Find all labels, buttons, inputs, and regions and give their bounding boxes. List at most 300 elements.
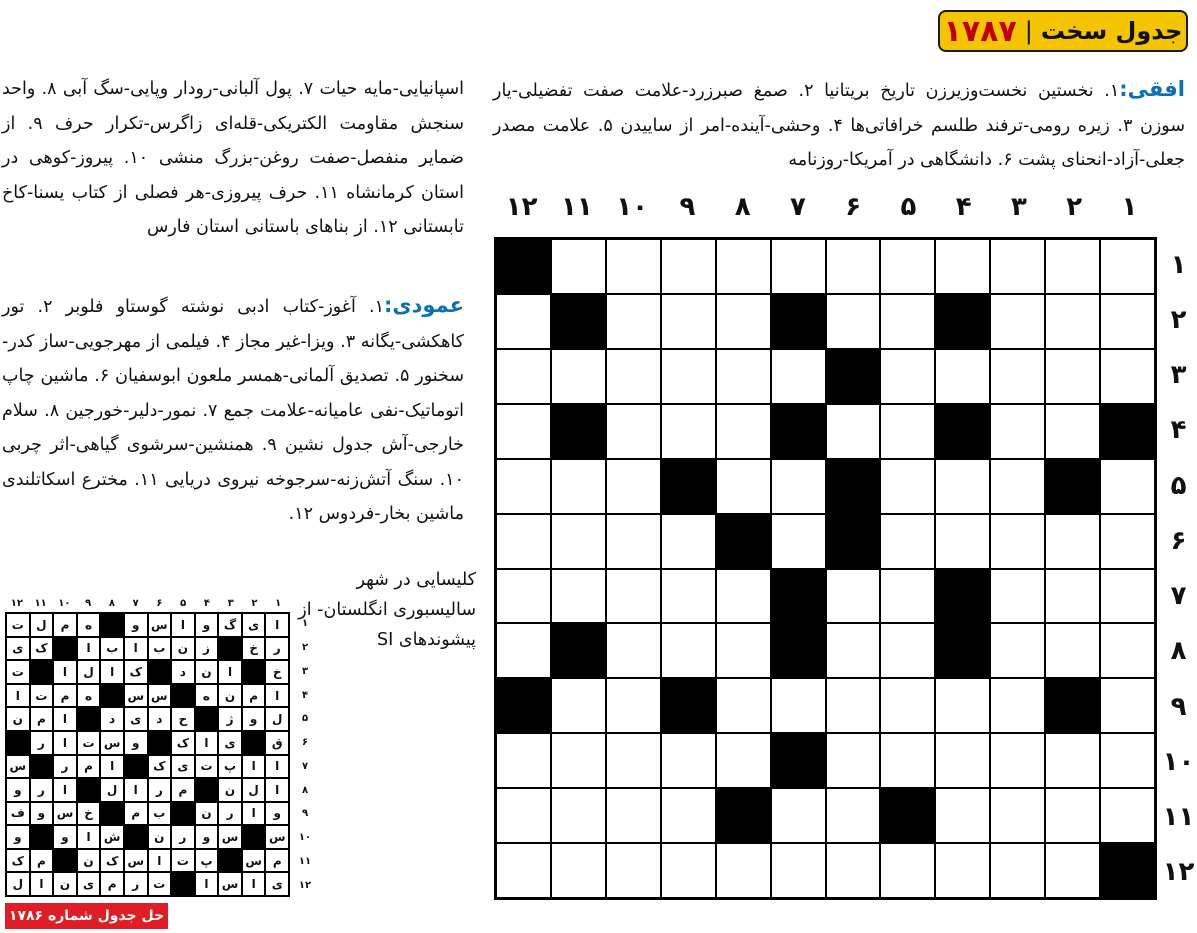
empty-cell[interactable] — [1100, 349, 1155, 404]
empty-cell[interactable] — [880, 623, 935, 678]
solution-letter: ی — [265, 872, 289, 896]
empty-cell[interactable] — [935, 788, 990, 843]
empty-cell[interactable] — [606, 623, 661, 678]
column-number: ۵ — [900, 192, 917, 222]
vertical-clues-tail — [296, 565, 476, 655]
solution-letter: س — [124, 684, 148, 708]
solution-letter: ک — [171, 731, 195, 755]
solution-letter: ت — [171, 849, 195, 873]
solution-column-number: ۱۰ — [58, 598, 71, 609]
solution-letter: ا — [77, 637, 101, 661]
empty-cell[interactable] — [935, 239, 990, 294]
empty-cell[interactable] — [826, 569, 881, 624]
column-number: ۶ — [845, 192, 862, 222]
solution-letter: ا — [265, 778, 289, 802]
empty-cell[interactable] — [551, 349, 606, 404]
empty-cell[interactable] — [551, 733, 606, 788]
empty-cell[interactable] — [935, 459, 990, 514]
solution-black-cell — [124, 755, 148, 779]
empty-cell[interactable] — [496, 569, 551, 624]
solution-letter: ر — [30, 731, 54, 755]
empty-cell[interactable] — [551, 569, 606, 624]
solution-letter: ا — [195, 731, 219, 755]
solution-row-number: ۷ — [301, 760, 309, 772]
solution-letter: ا — [218, 660, 242, 684]
solution-letter: ر — [218, 802, 242, 826]
empty-cell[interactable] — [716, 843, 771, 898]
solution-row-numbers — [293, 612, 317, 897]
solution-letter: ر — [124, 872, 148, 896]
solution-letter: س — [100, 731, 124, 755]
row-number: ۹ — [1170, 691, 1187, 722]
solution-column-number: ۸ — [108, 598, 115, 609]
horizontal-clues-text-continued: اسپانیایی-مایه حیات ۷. پول آلبانی-رودار وپایی-سگ آبی ۸. واحد سنجش مقاومت الکتریکی-قله‌ای زاگرس-تکرار حرف ۹. از ضمایر منفصل-صفت روغن-بزرگ منشی ۱۰. پیروز-کوهی در استان کرمانشاه ۱۱. حرف پیروزی-هر فصلی از کتاب یسنا-کاخ تابستانی ۱۲. از بناهای باستانی استان فارس — [2, 79, 464, 237]
black-cell — [1100, 404, 1155, 459]
empty-cell[interactable] — [880, 349, 935, 404]
empty-cell[interactable] — [771, 678, 826, 733]
column-number: ۲ — [1066, 192, 1083, 222]
empty-cell[interactable] — [716, 459, 771, 514]
empty-cell[interactable] — [606, 788, 661, 843]
solution-badge: حل جدول شماره ۱۷۸۶ — [5, 903, 168, 929]
horizontal-header: افقی: — [1119, 77, 1185, 101]
solution-letter: ب — [148, 802, 172, 826]
solution-letter: ر — [53, 755, 77, 779]
solution-letter: ا — [124, 637, 148, 661]
solution-letter: ک — [30, 637, 54, 661]
empty-cell[interactable] — [826, 294, 881, 349]
solution-letter: ا — [53, 778, 77, 802]
empty-cell[interactable] — [771, 843, 826, 898]
solution-letter: ل — [6, 872, 30, 896]
solution-grid — [5, 612, 290, 897]
empty-cell[interactable] — [496, 733, 551, 788]
puzzle-title-badge — [938, 10, 1188, 52]
empty-cell[interactable] — [990, 623, 1045, 678]
empty-cell[interactable] — [880, 294, 935, 349]
solution-letter: ن — [6, 707, 30, 731]
empty-cell[interactable] — [551, 459, 606, 514]
solution-black-cell — [218, 849, 242, 873]
solution-letter: س — [218, 825, 242, 849]
row-number: ۲ — [1170, 304, 1187, 335]
empty-cell[interactable] — [496, 459, 551, 514]
empty-cell[interactable] — [1100, 623, 1155, 678]
solution-column-number: ۹ — [85, 598, 92, 609]
solution-letter: د — [100, 707, 124, 731]
empty-cell[interactable] — [826, 788, 881, 843]
empty-cell[interactable] — [990, 678, 1045, 733]
solution-letter: ر — [171, 825, 195, 849]
empty-cell[interactable] — [1045, 349, 1100, 404]
solution-black-cell — [77, 707, 101, 731]
solution-row-number: ۱۲ — [298, 879, 312, 891]
empty-cell[interactable] — [1045, 294, 1100, 349]
empty-cell[interactable] — [606, 514, 661, 569]
empty-cell[interactable] — [606, 404, 661, 459]
solution-letter: ی — [242, 613, 266, 637]
solution-letter: م — [171, 778, 195, 802]
empty-cell[interactable] — [880, 239, 935, 294]
solution-letter: ل — [242, 778, 266, 802]
black-cell — [935, 569, 990, 624]
vertical-header: عمودی: — [383, 293, 464, 317]
empty-cell[interactable] — [716, 349, 771, 404]
black-cell — [771, 294, 826, 349]
empty-cell[interactable] — [990, 404, 1045, 459]
empty-cell[interactable] — [826, 239, 881, 294]
solution-letter: ی — [218, 731, 242, 755]
solution-letter: ژ — [218, 707, 242, 731]
empty-cell[interactable] — [990, 294, 1045, 349]
empty-cell[interactable] — [935, 349, 990, 404]
empty-cell[interactable] — [716, 239, 771, 294]
empty-cell[interactable] — [935, 733, 990, 788]
empty-cell[interactable] — [716, 733, 771, 788]
solution-letter: م — [242, 684, 266, 708]
horizontal-clues-text: ۱. نخستین نخست‌وزیرزن تاریخ بریتانیا ۲. صمغ صبرزرد-علامت صفت تفضیلی-یار سوزن ۳. زیره رومی-ترفند طلسم خرافاتی‌ها ۴. وحشی-آینده-امر از ساییدن ۵. علامت مصدر جعلی-آزاد-انحنای پشت ۶. دانشگاهی در آمریکا-روزنامه — [493, 81, 1185, 170]
solution-letter: ب — [100, 637, 124, 661]
solution-letter: ا — [265, 613, 289, 637]
row-numbers — [1160, 237, 1197, 900]
solution-letter: ت — [6, 660, 30, 684]
solution-black-cell — [30, 660, 54, 684]
solution-letter: ر — [265, 637, 289, 661]
empty-cell[interactable] — [880, 733, 935, 788]
empty-cell[interactable] — [1045, 733, 1100, 788]
empty-cell[interactable] — [1100, 514, 1155, 569]
solution-letter: ک — [124, 660, 148, 684]
solution-letter: ه — [77, 613, 101, 637]
empty-cell[interactable] — [826, 623, 881, 678]
empty-cell[interactable] — [880, 678, 935, 733]
solution-letter: س — [53, 802, 77, 826]
empty-cell[interactable] — [990, 459, 1045, 514]
empty-cell[interactable] — [1045, 404, 1100, 459]
black-cell — [771, 623, 826, 678]
solution-letter: ی — [6, 637, 30, 661]
solution-letter: ن — [195, 660, 219, 684]
solution-letter: ک — [148, 755, 172, 779]
black-cell — [935, 294, 990, 349]
empty-cell[interactable] — [716, 294, 771, 349]
empty-cell[interactable] — [1045, 843, 1100, 898]
black-cell — [880, 788, 935, 843]
solution-letter: ا — [124, 778, 148, 802]
empty-cell[interactable] — [606, 733, 661, 788]
empty-cell[interactable] — [496, 788, 551, 843]
empty-cell[interactable] — [1045, 569, 1100, 624]
solution-letter: ا — [265, 684, 289, 708]
solution-row-number: ۱ — [301, 618, 309, 630]
solution-letter: و — [195, 613, 219, 637]
solution-letter: ک — [100, 849, 124, 873]
column-number: ۳ — [1010, 192, 1027, 222]
empty-cell[interactable] — [990, 733, 1045, 788]
solution-letter: ا — [100, 660, 124, 684]
solution-row-number: ۱۱ — [298, 855, 312, 867]
empty-cell[interactable] — [716, 569, 771, 624]
empty-cell[interactable] — [496, 843, 551, 898]
solution-letter: ن — [53, 872, 77, 896]
crossword-grid[interactable] — [494, 237, 1157, 900]
solution-letter: ا — [171, 613, 195, 637]
vertical-clues-tail-text: کلیسایی در شهر سالیسبوری انگلستان- از پیشوندهای SI — [298, 570, 476, 650]
solution-black-cell — [100, 684, 124, 708]
row-number: ۵ — [1170, 470, 1187, 501]
solution-letter: س — [6, 755, 30, 779]
solution-letter: ت — [195, 755, 219, 779]
empty-cell[interactable] — [1100, 569, 1155, 624]
solution-column-number: ۱ — [275, 598, 282, 609]
solution-letter: ن — [218, 778, 242, 802]
empty-cell[interactable] — [880, 514, 935, 569]
empty-cell[interactable] — [661, 788, 716, 843]
solution-letter: م — [265, 849, 289, 873]
black-cell — [551, 294, 606, 349]
solution-letter: ا — [242, 872, 266, 896]
empty-cell[interactable] — [990, 239, 1045, 294]
black-cell — [771, 569, 826, 624]
empty-cell[interactable] — [661, 733, 716, 788]
horizontal-clues-continued — [2, 72, 464, 245]
solution-black-cell — [195, 778, 219, 802]
solution-letter: ر — [30, 778, 54, 802]
solution-letter: ل — [265, 707, 289, 731]
puzzle-number: ۱۷۸۷ — [943, 13, 1017, 49]
solution-letter: ل — [77, 660, 101, 684]
empty-cell[interactable] — [1100, 678, 1155, 733]
row-number: ۶ — [1170, 525, 1187, 556]
black-cell — [935, 404, 990, 459]
solution-black-cell — [218, 637, 242, 661]
solution-column-number: ۱۱ — [34, 598, 47, 609]
solution-column-number: ۱۲ — [10, 598, 23, 609]
empty-cell[interactable] — [771, 459, 826, 514]
solution-letter: ح — [171, 707, 195, 731]
solution-letter: ن — [77, 849, 101, 873]
solution-letter: س — [242, 849, 266, 873]
row-number: ۱ — [1170, 249, 1187, 280]
solution-row-number: ۹ — [301, 808, 309, 820]
solution-column-numbers — [5, 598, 290, 609]
empty-cell[interactable] — [551, 514, 606, 569]
solution-letter: ت — [6, 613, 30, 637]
empty-cell[interactable] — [661, 349, 716, 404]
solution-letter: و — [124, 613, 148, 637]
empty-cell[interactable] — [1100, 294, 1155, 349]
empty-cell[interactable] — [606, 294, 661, 349]
black-cell — [771, 404, 826, 459]
solution-letter: م — [53, 684, 77, 708]
solution-letter: س — [148, 684, 172, 708]
empty-cell[interactable] — [990, 569, 1045, 624]
empty-cell[interactable] — [1045, 788, 1100, 843]
empty-cell[interactable] — [551, 239, 606, 294]
black-cell — [661, 678, 716, 733]
empty-cell[interactable] — [496, 623, 551, 678]
empty-cell[interactable] — [826, 404, 881, 459]
empty-cell[interactable] — [880, 404, 935, 459]
solution-black-cell — [53, 849, 77, 873]
empty-cell[interactable] — [496, 349, 551, 404]
row-number: ۱۰ — [1162, 746, 1195, 777]
empty-cell[interactable] — [661, 843, 716, 898]
empty-cell[interactable] — [880, 459, 935, 514]
empty-cell[interactable] — [1100, 733, 1155, 788]
empty-cell[interactable] — [771, 239, 826, 294]
empty-cell[interactable] — [1045, 514, 1100, 569]
solution-letter: و — [6, 825, 30, 849]
column-number: ۱ — [1121, 192, 1138, 222]
solution-letter: س — [124, 849, 148, 873]
solution-letter: ا — [53, 707, 77, 731]
solution-row-number: ۲ — [301, 642, 309, 654]
solution-letter: خ — [265, 660, 289, 684]
solution-letter: ی — [77, 872, 101, 896]
empty-cell[interactable] — [606, 569, 661, 624]
empty-cell[interactable] — [990, 514, 1045, 569]
black-cell — [935, 623, 990, 678]
empty-cell[interactable] — [771, 788, 826, 843]
empty-cell[interactable] — [606, 239, 661, 294]
solution-letter: و — [30, 802, 54, 826]
solution-letter: ا — [195, 872, 219, 896]
empty-cell[interactable] — [771, 514, 826, 569]
empty-cell[interactable] — [826, 843, 881, 898]
solution-letter: و — [195, 825, 219, 849]
empty-cell[interactable] — [496, 404, 551, 459]
empty-cell[interactable] — [716, 404, 771, 459]
solution-column-number: ۳ — [227, 598, 234, 609]
solution-letter: ش — [100, 825, 124, 849]
solution-letter: ا — [77, 825, 101, 849]
solution-column-number: ۶ — [156, 598, 163, 609]
empty-cell[interactable] — [606, 678, 661, 733]
solution-letter: ف — [6, 802, 30, 826]
solution-letter: ی — [124, 707, 148, 731]
empty-cell[interactable] — [661, 239, 716, 294]
empty-cell[interactable] — [1100, 788, 1155, 843]
solution-letter: ا — [53, 660, 77, 684]
solution-letter: ا — [242, 755, 266, 779]
empty-cell[interactable] — [606, 843, 661, 898]
empty-cell[interactable] — [661, 514, 716, 569]
solution-letter: ن — [148, 825, 172, 849]
solution-letter: ا — [6, 684, 30, 708]
solution-black-cell — [100, 613, 124, 637]
empty-cell[interactable] — [661, 569, 716, 624]
empty-cell[interactable] — [496, 514, 551, 569]
empty-cell[interactable] — [661, 623, 716, 678]
solution-letter: د — [148, 707, 172, 731]
empty-cell[interactable] — [826, 733, 881, 788]
solution-row-number: ۵ — [301, 713, 309, 725]
empty-cell[interactable] — [1045, 623, 1100, 678]
solution-black-cell — [124, 825, 148, 849]
solution-letter: ی — [171, 755, 195, 779]
solution-letter: م — [53, 613, 77, 637]
solution-black-cell — [242, 660, 266, 684]
solution-letter: ر — [148, 778, 172, 802]
solution-black-cell — [171, 872, 195, 896]
empty-cell[interactable] — [826, 678, 881, 733]
black-cell — [826, 349, 881, 404]
column-number: ۹ — [679, 192, 696, 222]
empty-cell[interactable] — [880, 569, 935, 624]
solution-letter: پ — [218, 755, 242, 779]
horizontal-clues — [493, 72, 1185, 178]
column-number: ۱۱ — [561, 192, 593, 222]
empty-cell[interactable] — [551, 788, 606, 843]
solution-letter: م — [30, 707, 54, 731]
empty-cell[interactable] — [716, 623, 771, 678]
empty-cell[interactable] — [716, 678, 771, 733]
solution-letter: س — [265, 825, 289, 849]
vertical-clues-text: ۱. آغوز-کتاب ادبی نوشته گوستاو فلوبر ۲. تور کاهکشی-یگانه ۳. ویزا-غیر مجاز ۴. فیلمی از مهرجویی-ساز کدر-سخنور ۵. تصدیق آلمانی-همسر ملعون ابوسفیان ۶. ماشین چاپ اتوماتیک-نفی عامیانه-علامت جمع ۷. نمور-دلیر-خورجین ۸. سلام خارجی-آش جدول نشین ۹. همنشین-سرشوی گیاهی-اثر چربی ۱۰. سنگ آتش‌زنه-سرجوخه نیروی دریایی ۱۱. مخترع اسکاتلندی ماشین بخار-فردوس ۱۲. — [2, 297, 464, 524]
solution-black-cell — [148, 731, 172, 755]
column-number: ۱۰ — [616, 192, 648, 222]
empty-cell[interactable] — [990, 349, 1045, 404]
solution-letter: ه — [77, 684, 101, 708]
black-cell — [771, 733, 826, 788]
column-numbers — [494, 192, 1157, 222]
empty-cell[interactable] — [1100, 239, 1155, 294]
black-cell — [496, 239, 551, 294]
solution-letter: و — [53, 825, 77, 849]
empty-cell[interactable] — [661, 404, 716, 459]
solution-letter: م — [30, 849, 54, 873]
empty-cell[interactable] — [935, 678, 990, 733]
solution-black-cell — [6, 731, 30, 755]
solution-letter: م — [124, 802, 148, 826]
solution-column-number: ۲ — [251, 598, 258, 609]
solution-letter: ل — [30, 613, 54, 637]
empty-cell[interactable] — [990, 788, 1045, 843]
empty-cell[interactable] — [771, 349, 826, 404]
solution-letter: گ — [218, 613, 242, 637]
black-cell — [661, 459, 716, 514]
empty-cell[interactable] — [551, 678, 606, 733]
solution-black-cell — [100, 802, 124, 826]
empty-cell[interactable] — [935, 843, 990, 898]
solution-letter: س — [148, 613, 172, 637]
solution-black-cell — [171, 684, 195, 708]
empty-cell[interactable] — [880, 843, 935, 898]
black-cell — [1045, 678, 1100, 733]
row-number: ۱۱ — [1162, 802, 1195, 833]
empty-cell[interactable] — [1100, 459, 1155, 514]
empty-cell[interactable] — [551, 843, 606, 898]
empty-cell[interactable] — [606, 459, 661, 514]
empty-cell[interactable] — [935, 514, 990, 569]
solution-black-cell — [30, 755, 54, 779]
solution-black-cell — [171, 802, 195, 826]
solution-letter: ت — [77, 731, 101, 755]
empty-cell[interactable] — [990, 843, 1045, 898]
column-number: ۷ — [789, 192, 806, 222]
empty-cell[interactable] — [1045, 239, 1100, 294]
solution-row-number: ۸ — [301, 784, 309, 796]
solution-letter: ا — [100, 755, 124, 779]
solution-letter: خ — [77, 802, 101, 826]
solution-row-number: ۳ — [301, 665, 309, 677]
solution-letter: م — [77, 755, 101, 779]
black-cell — [1045, 459, 1100, 514]
empty-cell[interactable] — [496, 294, 551, 349]
empty-cell[interactable] — [606, 349, 661, 404]
empty-cell[interactable] — [661, 294, 716, 349]
